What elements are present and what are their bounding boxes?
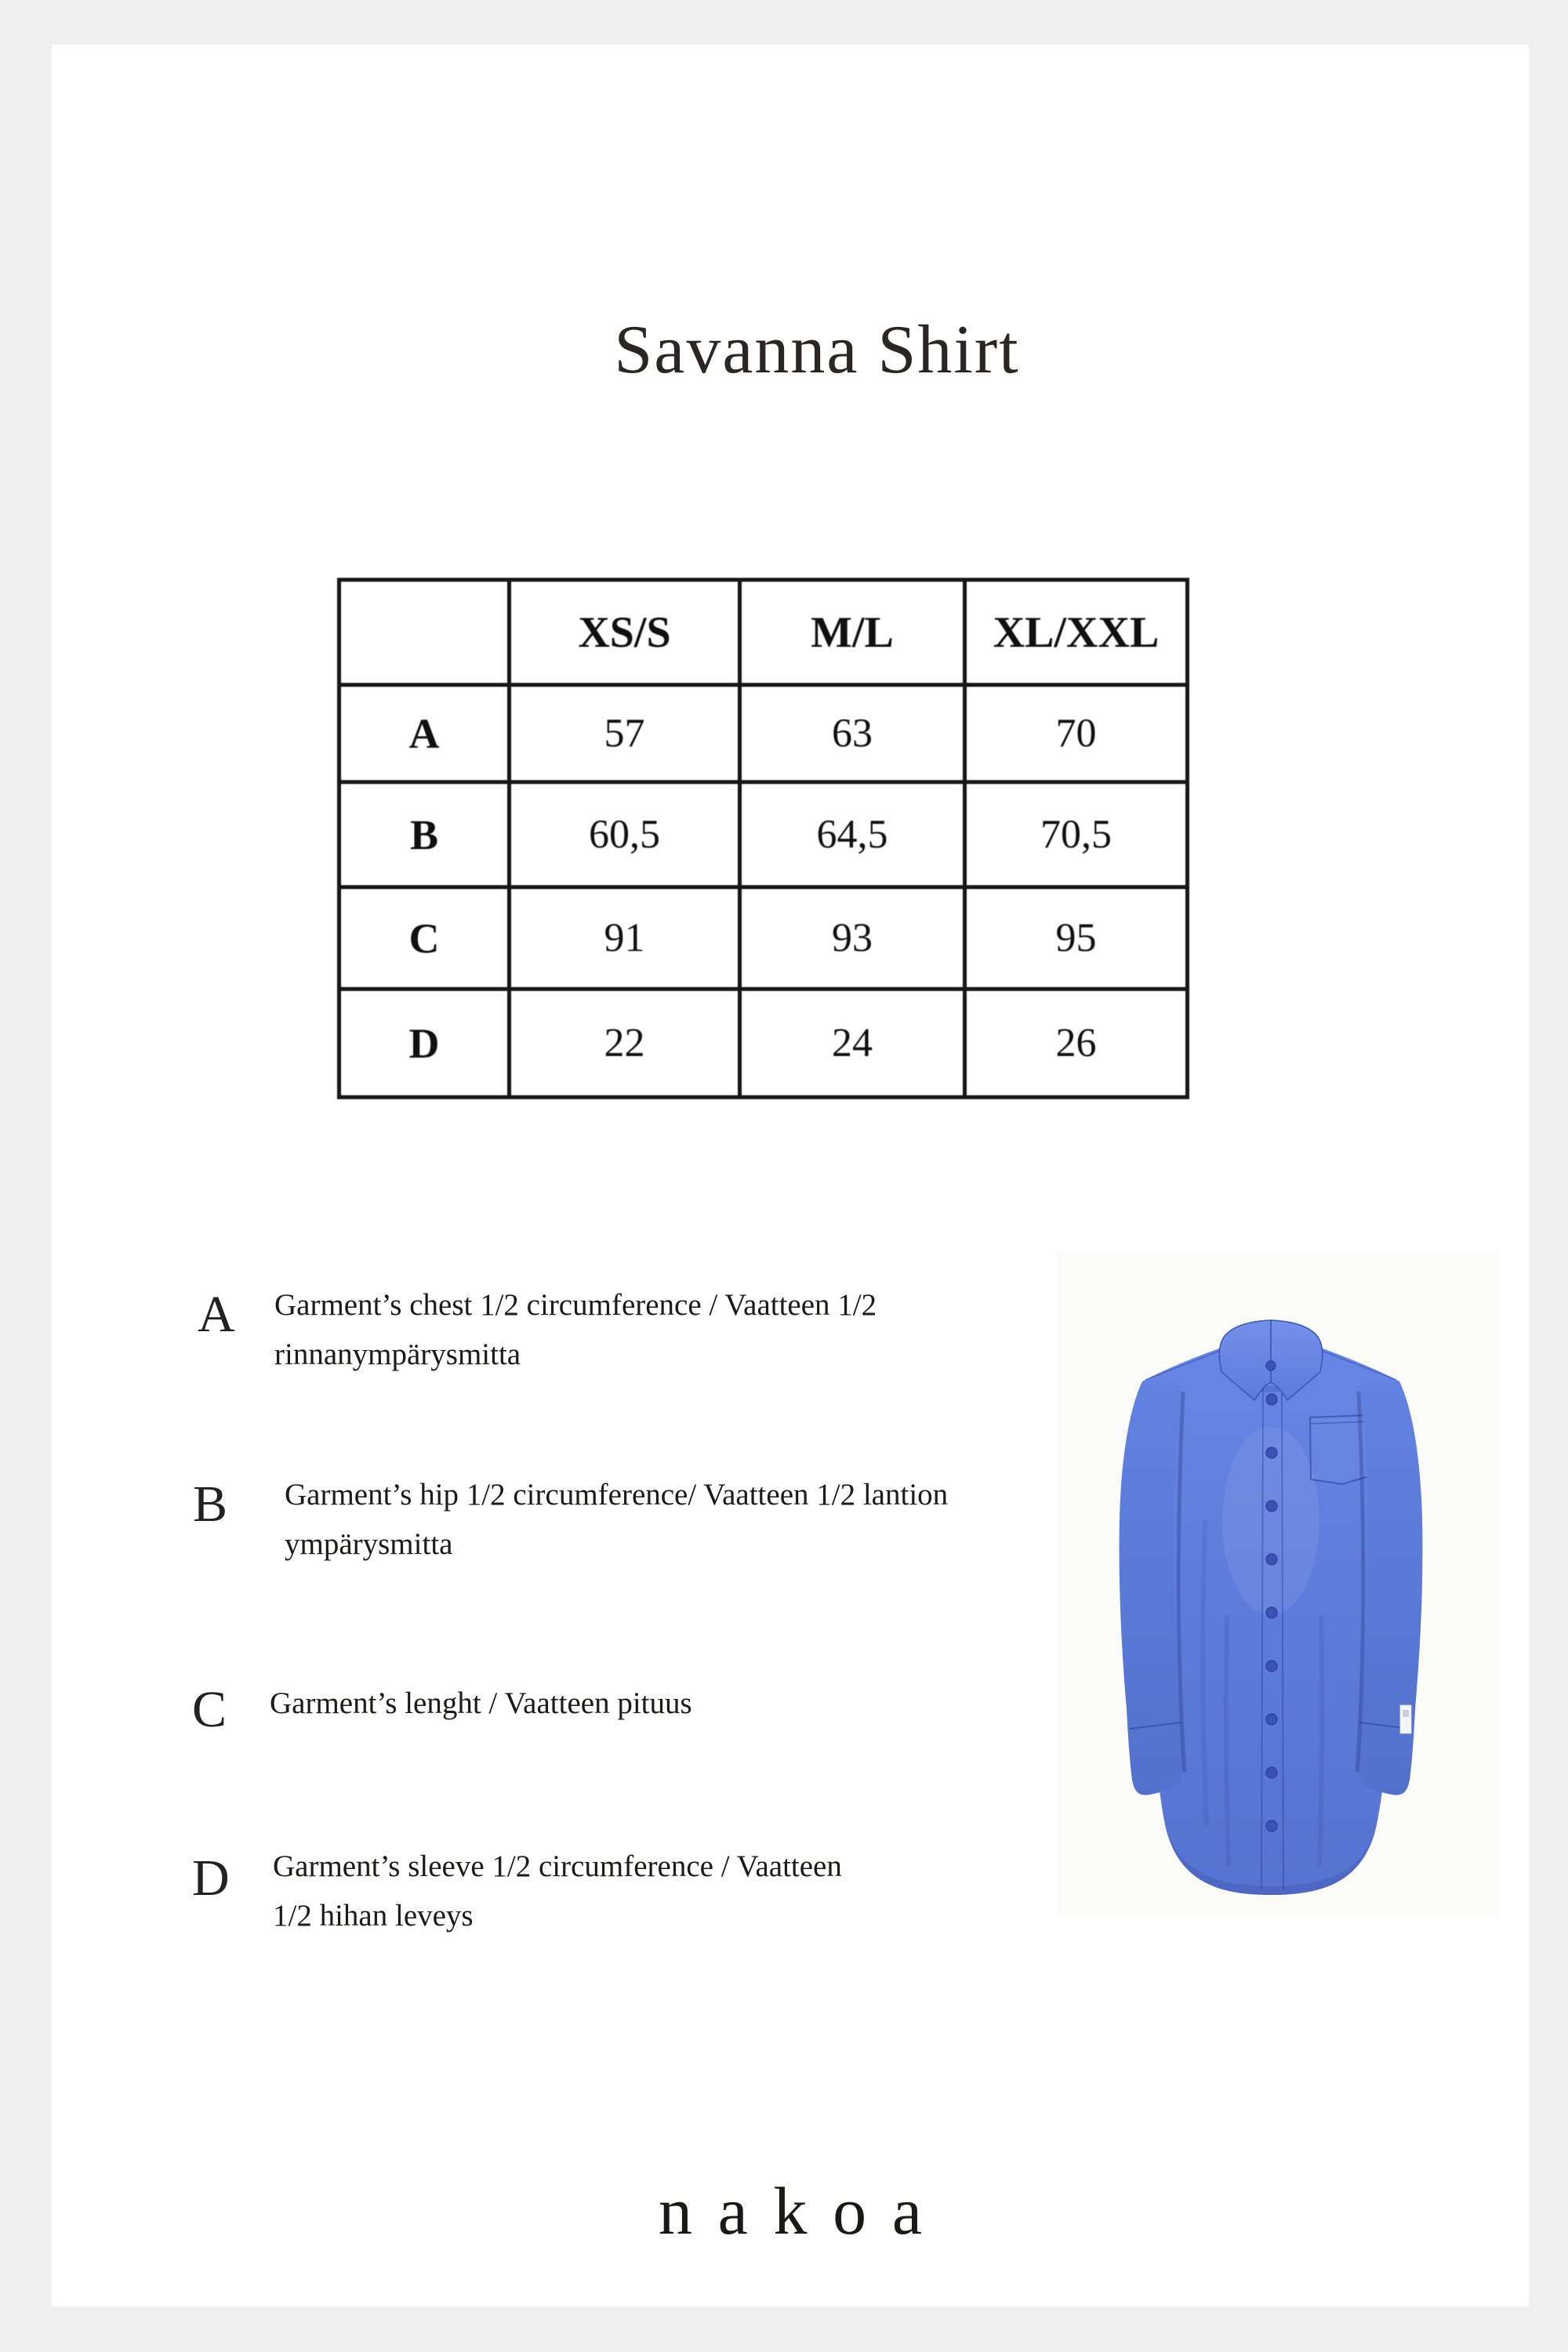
- size-col-header: XS/S: [510, 580, 740, 685]
- size-col-header: M/L: [740, 580, 965, 685]
- size-value: 93: [740, 887, 965, 989]
- table-row: [339, 685, 1188, 782]
- legend-text-d: [273, 1842, 842, 1940]
- row-label: C: [339, 887, 510, 989]
- size-value: 63: [740, 685, 965, 782]
- shirt-sleeve-left: [1120, 1381, 1184, 1795]
- shirt-button: [1266, 1361, 1276, 1370]
- legend-text-line: ympärysmitta: [285, 1527, 453, 1561]
- shirt-button: [1266, 1607, 1277, 1618]
- row-label: A: [339, 685, 510, 782]
- product-photo: [1086, 1286, 1454, 1936]
- size-value: 22: [510, 989, 740, 1098]
- fold-line: [1226, 1615, 1229, 1866]
- row-label: D: [339, 989, 510, 1098]
- shirt-button: [1266, 1501, 1277, 1512]
- size-value: 95: [965, 887, 1188, 989]
- legend-letter-c: C: [192, 1681, 227, 1738]
- legend-letter-d: D: [192, 1849, 230, 1907]
- table-row: [339, 782, 1188, 887]
- legend-text-line: 1/2 hihan leveys: [273, 1899, 474, 1933]
- legend-text-line: rinnanympärysmitta: [274, 1338, 521, 1371]
- cuff-tag-mark: [1403, 1710, 1409, 1717]
- size-value: 70: [965, 685, 1188, 782]
- shirt-button: [1266, 1394, 1277, 1405]
- size-value: 91: [510, 887, 740, 989]
- legend-text-line: Garment’s chest 1/2 circumference / Vaatteen 1/2: [274, 1288, 877, 1322]
- legend-text-a: [274, 1280, 877, 1379]
- legend-letter-b: B: [193, 1475, 228, 1533]
- legend-text-line: Garment’s hip 1/2 circumference/ Vaatteen 1/2 lantion: [285, 1478, 949, 1512]
- legend-letter-a: A: [198, 1286, 235, 1343]
- legend-text-line: Garment’s lenght / Vaatteen pituus: [270, 1686, 692, 1720]
- shirt-button: [1266, 1661, 1277, 1671]
- shirt-button: [1266, 1554, 1277, 1565]
- size-table: [337, 578, 1189, 1099]
- size-value: 57: [510, 685, 740, 782]
- legend-text-line: Garment’s sleeve 1/2 circumference / Vaatteen: [273, 1849, 842, 1883]
- shirt-sleeve-right: [1358, 1381, 1422, 1795]
- cuff-tag: [1400, 1705, 1411, 1733]
- fold-line: [1319, 1615, 1322, 1866]
- row-label: B: [339, 782, 510, 887]
- shirt-button: [1266, 1820, 1277, 1831]
- size-col-header: XL/XXL: [965, 580, 1188, 685]
- legend-text-b: [285, 1470, 948, 1569]
- size-value: 24: [740, 989, 965, 1098]
- shirt-button: [1266, 1447, 1277, 1458]
- shirt-button: [1266, 1767, 1277, 1778]
- legend-text-c: [270, 1679, 692, 1728]
- size-value: 26: [965, 989, 1188, 1098]
- brand-logo: nakoa: [658, 2173, 948, 2249]
- table-header-row: [339, 580, 1188, 685]
- table-row: [339, 887, 1188, 989]
- size-value: 64,5: [740, 782, 965, 887]
- size-value: 60,5: [510, 782, 740, 887]
- corner-cell: [339, 580, 510, 685]
- table-row: [339, 989, 1188, 1098]
- page-title: Savanna Shirt: [614, 312, 1020, 388]
- shirt-button: [1266, 1714, 1277, 1725]
- size-value: 70,5: [965, 782, 1188, 887]
